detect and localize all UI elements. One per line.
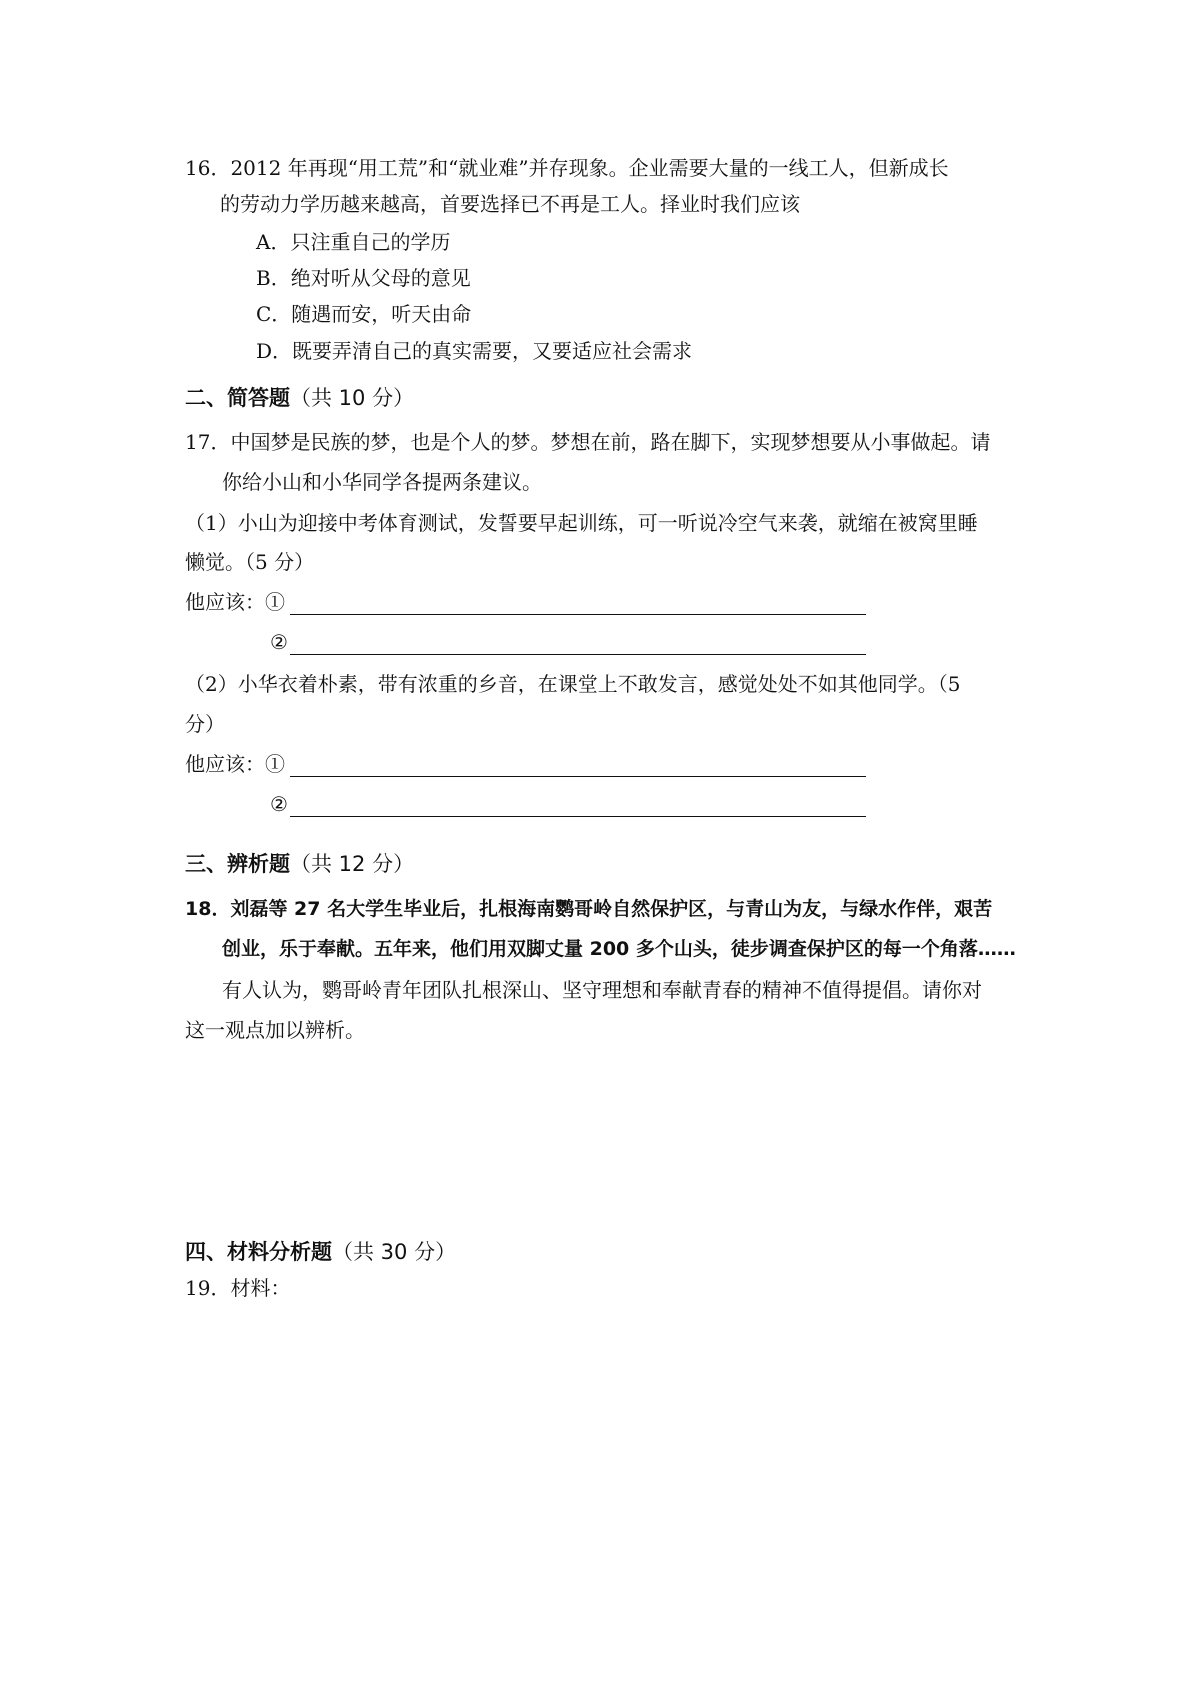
q17-part1-line2: 懒觉。（5 分） [185, 550, 315, 574]
q17-part2-answer-label-1: 他应该：① [185, 752, 285, 776]
section3-title: 三、辨析题 [185, 852, 290, 876]
q16-option-d: D．既要弄清自己的真实需要，又要适应社会需求 [256, 339, 693, 363]
q17-part2-answer-label-2: ② [270, 792, 288, 816]
section2-title: 二、简答题 [185, 386, 290, 410]
section4-title: 四、材料分析题 [185, 1240, 332, 1264]
q17-part1-answer-blank-1[interactable] [290, 614, 866, 615]
q18-stem-line3: 有人认为，鹦哥岭青年团队扎根深山、坚守理想和奉献青春的精神不值得提倡。请你对 [222, 978, 982, 1002]
section3-heading [185, 850, 414, 878]
q17-part2-line1: （2）小华衣着朴素，带有浓重的乡音，在课堂上不敢发言，感觉处处不如其他同学。（5 [185, 672, 961, 696]
q17-stem-line1: 17．中国梦是民族的梦，也是个人的梦。梦想在前，路在脚下，实现梦想要从小事做起。请 [185, 430, 991, 454]
section3-score: （共 12 分） [290, 852, 415, 876]
q16-option-a: A．只注重自己的学历 [256, 230, 451, 254]
q19-label: 19．材料： [185, 1276, 291, 1300]
q17-part2-answer-blank-1[interactable] [290, 776, 866, 777]
q18-answer-area[interactable] [185, 1055, 1035, 1225]
q16-stem-line1: 16．2012 年再现“用工荒”和“就业难”并存现象。企业需要大量的一线工人，但新成长 [185, 156, 949, 180]
section2-score: （共 10 分） [290, 386, 415, 410]
section4-heading [185, 1238, 456, 1266]
q17-part1-answer-label-1: 他应该：① [185, 590, 285, 614]
q16-option-b: B．绝对听从父母的意见 [256, 266, 471, 290]
q18-stem-line1: 18．刘磊等 27 名大学生毕业后，扎根海南鹦哥岭自然保护区，与青山为友，与绿水作伴，艰苦 [185, 898, 993, 920]
q17-stem-line2: 你给小山和小华同学各提两条建议。 [222, 470, 542, 494]
q17-part2-line2: 分） [185, 712, 225, 736]
q18-stem-line4: 这一观点加以辨析。 [185, 1018, 365, 1042]
q17-part2-answer-blank-2[interactable] [290, 816, 866, 817]
q17-part1-line1: （1）小山为迎接中考体育测试，发誓要早起训练，可一听说冷空气来袭，就缩在被窝里睡 [185, 511, 978, 535]
q17-part1-answer-label-2: ② [270, 630, 288, 654]
q16-option-c: C．随遇而安，听天由命 [256, 302, 472, 326]
section2-heading [185, 384, 414, 412]
q17-part1-answer-blank-2[interactable] [290, 654, 866, 655]
q18-stem-line2: 创业，乐于奉献。五年来，他们用双脚丈量 200 多个山头，徒步调查保护区的每一个角落…… [222, 938, 1016, 960]
q16-stem-line2: 的劳动力学历越来越高，首要选择已不再是工人。择业时我们应该 [220, 192, 800, 216]
section4-score: （共 30 分） [332, 1240, 457, 1264]
